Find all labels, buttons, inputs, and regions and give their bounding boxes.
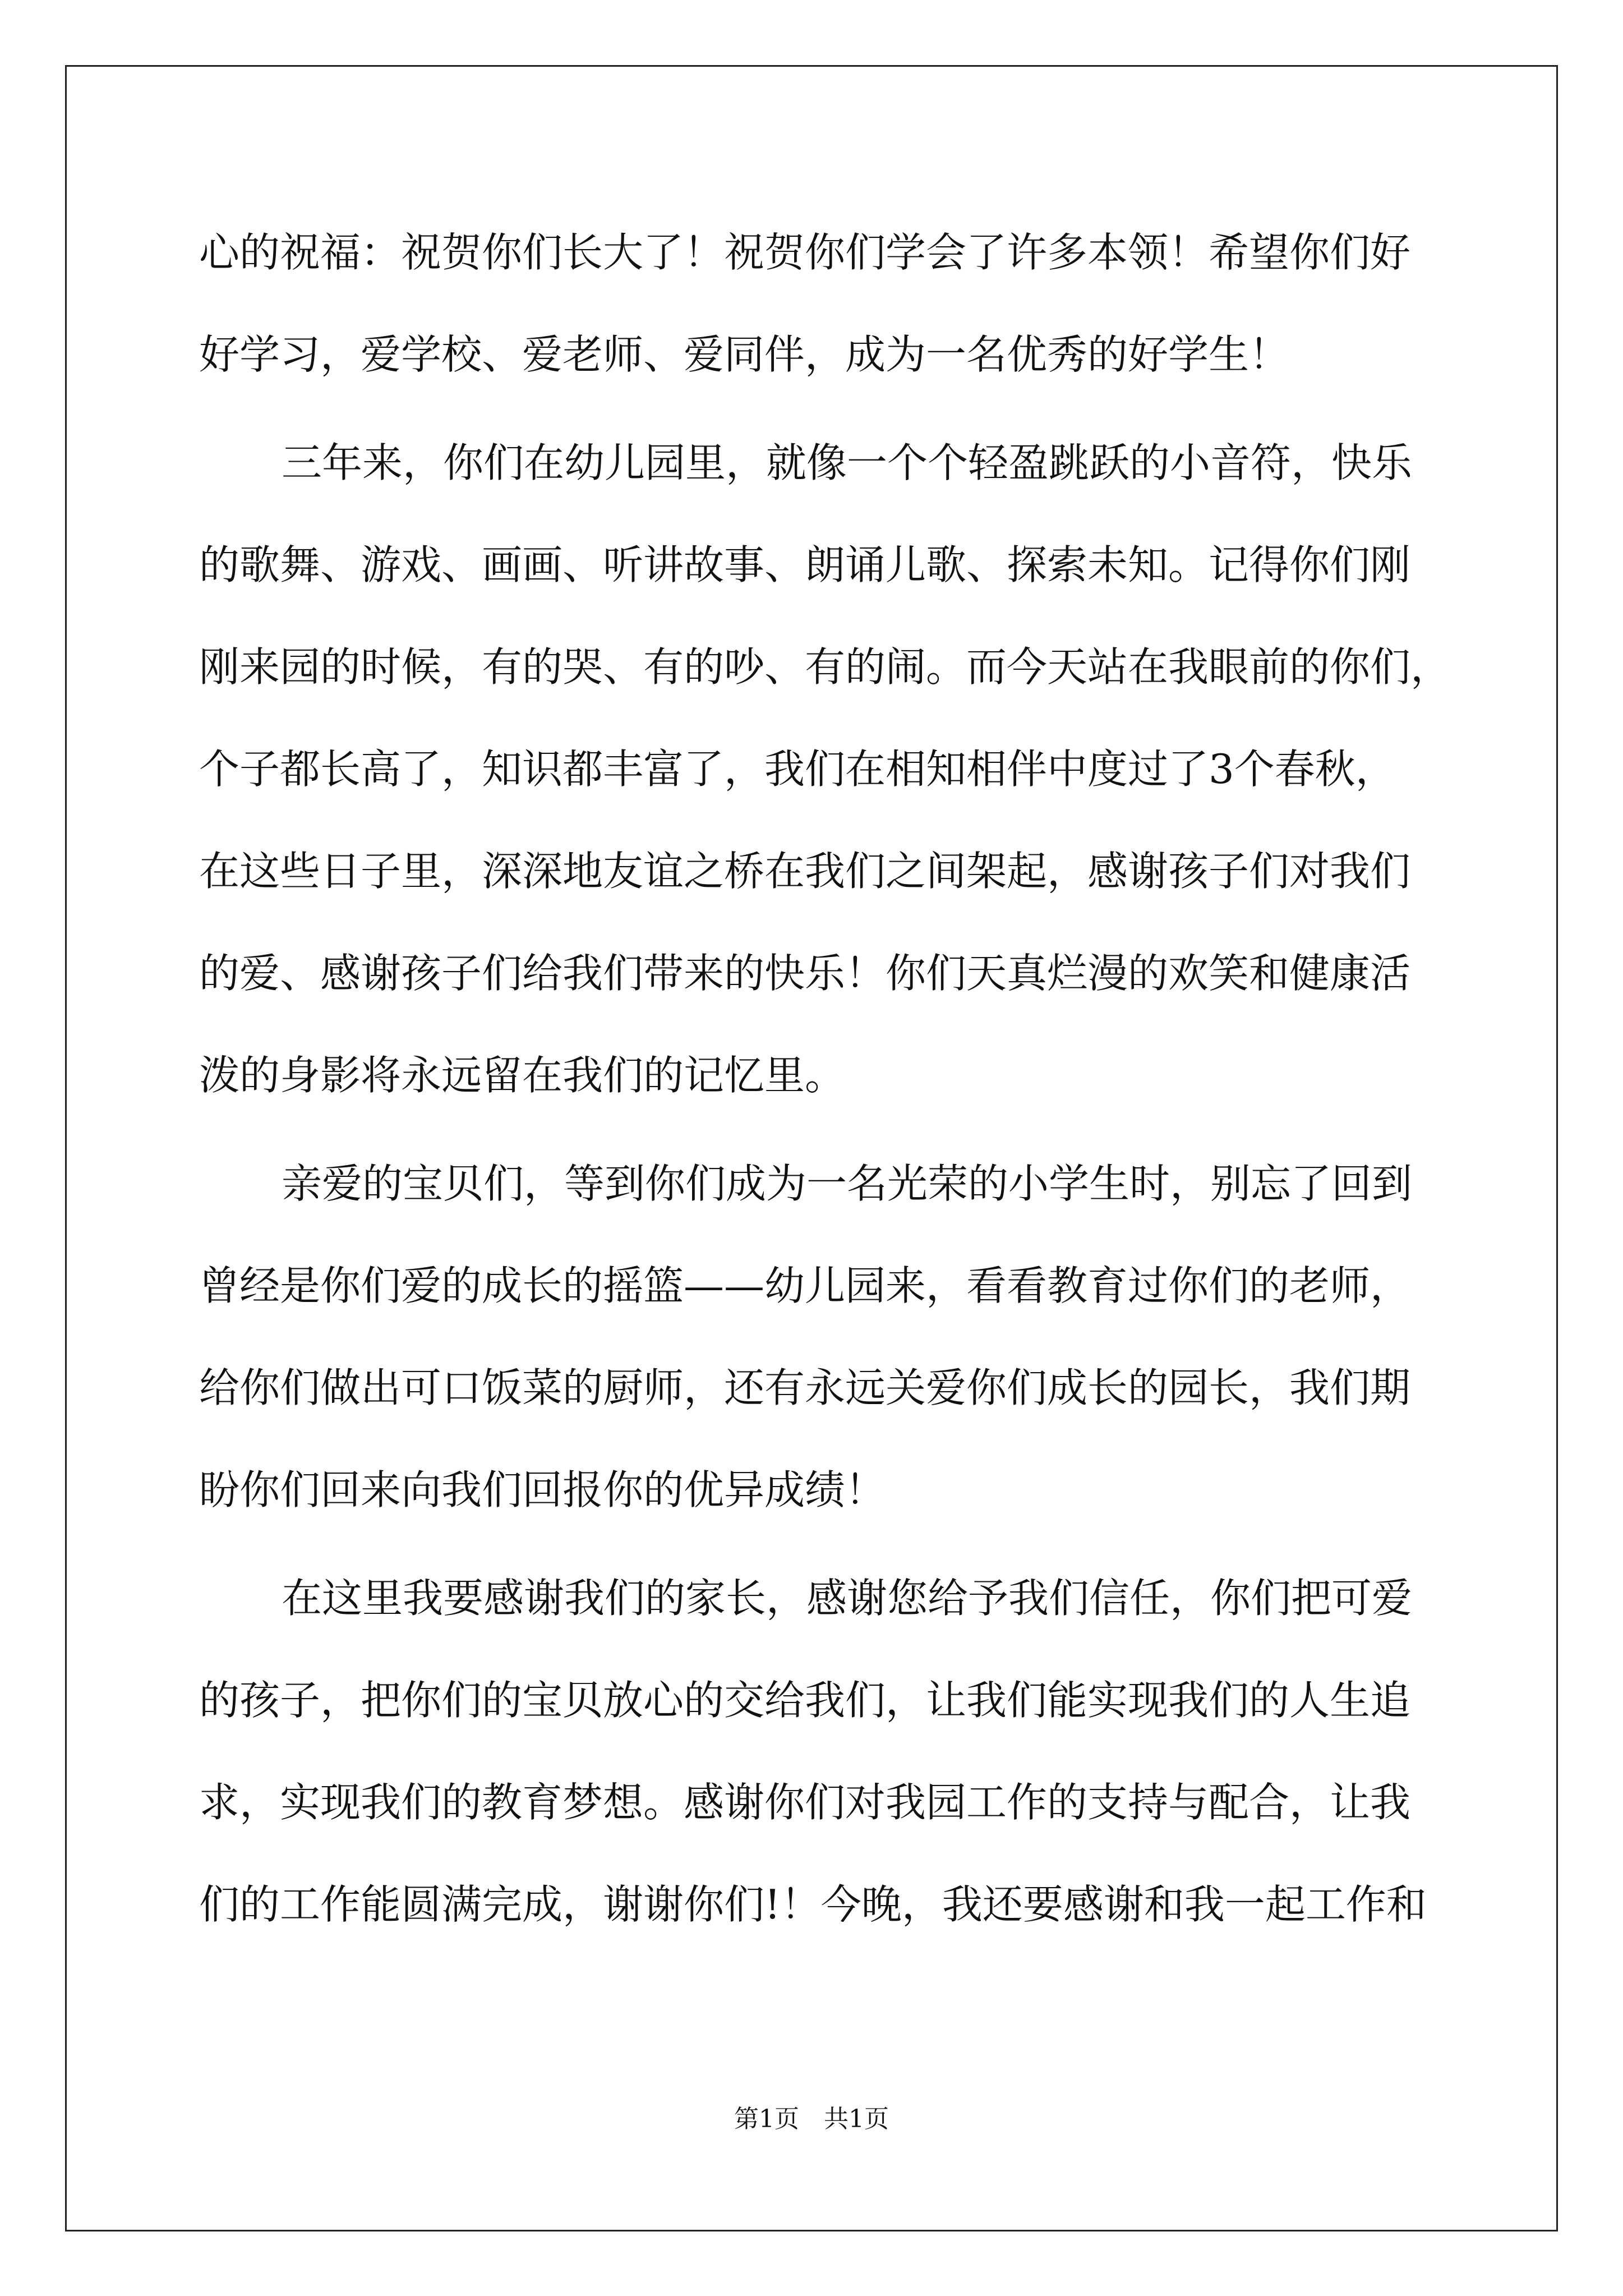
text-line: 刚来园的时候，有的哭、有的吵、有的闹。而今天站在我眼前的你们， <box>199 643 1451 691</box>
text-line: 在这些日子里，深深地友谊之桥在我们之间架起，感谢孩子们对我们 <box>199 848 1411 895</box>
page-footer <box>0 2102 1623 2136</box>
text-line: 的爱、感谢孩子们给我们带来的快乐！你们天真烂漫的欢笑和健康活 <box>199 950 1411 997</box>
text-line: 心的祝福：祝贺你们长大了！祝贺你们学会了许多本领！希望你们好 <box>199 229 1411 276</box>
page-total: 共1页 <box>824 2105 889 2133</box>
text-line: 曾经是你们爱的成长的摇篮——幼儿园来，看看教育过你们的老师， <box>199 1262 1411 1309</box>
text-line: 好学习，爱学校、爱老师、爱同伴，成为一名优秀的好学生！ <box>199 331 1290 378</box>
text-line: 在这里我要感谢我们的家长，感谢您给予我们信任，你们把可爱 <box>282 1575 1413 1622</box>
text-line: 三年来，你们在幼儿园里，就像一个个轻盈跳跃的小音符，快乐 <box>282 439 1413 486</box>
text-line: 个子都长高了，知识都丰富了，我们在相知相伴中度过了3个春秋， <box>199 746 1396 793</box>
text-line: 的歌舞、游戏、画画、听讲故事、朗诵儿歌、探索未知。记得你们刚 <box>199 541 1411 588</box>
text-line: 给你们做出可口饭菜的厨师，还有永远关爱你们成长的园长，我们期 <box>199 1364 1411 1411</box>
text-line: 们的工作能圆满完成，谢谢你们!！今晚，我还要感谢和我一起工作和 <box>199 1881 1427 1928</box>
text-line: 亲爱的宝贝们，等到你们成为一名光荣的小学生时，别忘了回到 <box>282 1160 1413 1207</box>
text-line: 求，实现我们的教育梦想。感谢你们对我园工作的支持与配合，让我 <box>199 1779 1411 1826</box>
text-line: 的孩子，把你们的宝贝放心的交给我们，让我们能实现我们的人生追 <box>199 1677 1411 1724</box>
text-line: 盼你们回来向我们回报你的优异成绩！ <box>199 1466 886 1513</box>
text-line: 泼的身影将永远留在我们的记忆里。 <box>199 1052 846 1099</box>
page-number: 第1页 <box>734 2105 799 2133</box>
